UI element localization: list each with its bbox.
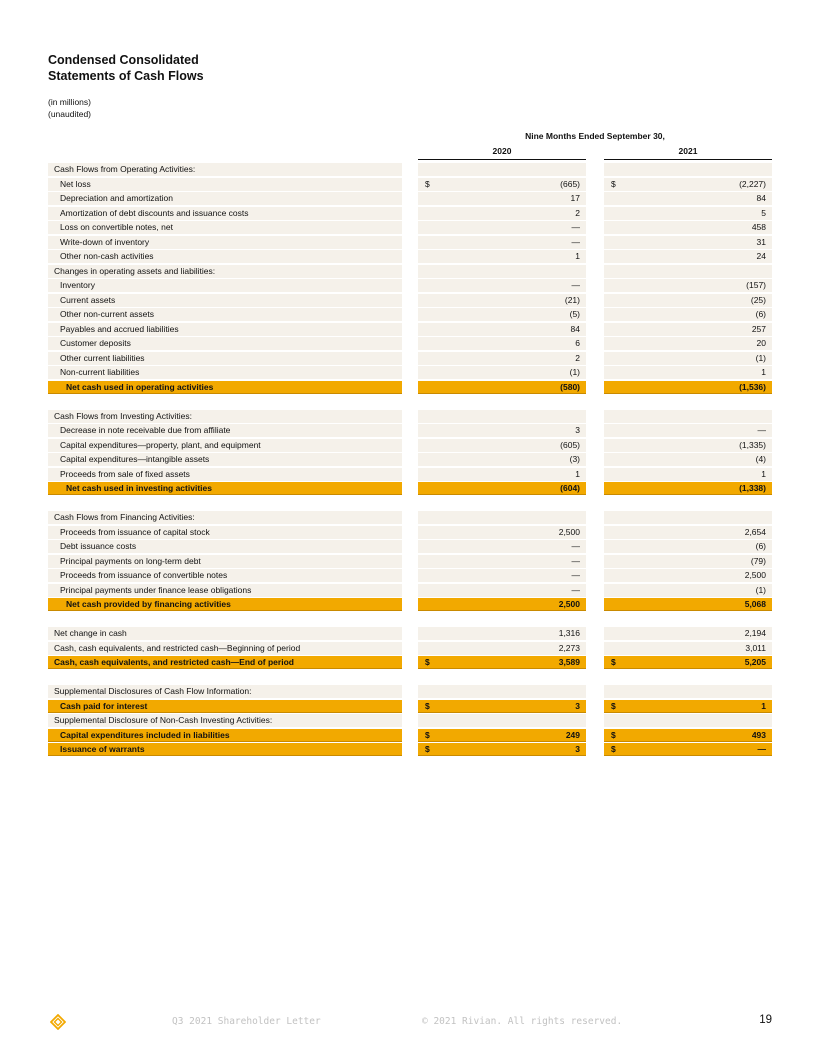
value-2021: (1,335): [739, 439, 766, 450]
column-header-2021: 2021: [604, 146, 772, 160]
row-label: Principal payments on long-term debt: [48, 555, 402, 568]
currency-symbol: $: [425, 729, 430, 740]
value-2021-cell: [604, 468, 772, 481]
value-2020: 2,273: [558, 642, 580, 653]
currency-symbol: $: [611, 178, 616, 189]
currency-symbol: $: [425, 700, 430, 711]
table-row: [0, 540, 820, 555]
value-2020-cell: [418, 584, 586, 597]
value-2021-cell: [604, 642, 772, 655]
row-label: Net cash used in investing activities: [48, 482, 402, 495]
value-2020-cell: [418, 294, 586, 307]
table-row: [0, 250, 820, 265]
row-label: Non-current liabilities: [48, 366, 402, 379]
period-header: Nine Months Ended September 30,: [525, 131, 665, 141]
table-total-row: [0, 598, 820, 613]
row-label: Capital expenditures—property, plant, and equipment: [48, 439, 402, 452]
row-label: Depreciation and amortization: [48, 192, 402, 205]
value-2021-cell: [604, 337, 772, 350]
value-2020: (1): [569, 367, 580, 377]
table-row: [0, 192, 820, 207]
row-label: Issuance of warrants: [48, 743, 402, 756]
row-label: Other non-current assets: [48, 308, 402, 321]
table-total-row: [0, 700, 820, 715]
units-note: (in millions): [48, 97, 91, 107]
value-2020: (21): [564, 294, 580, 305]
table-row: [0, 714, 820, 729]
value-2020-cell: [418, 178, 586, 191]
value-2021: (79): [750, 555, 766, 566]
value-2020: (665): [560, 178, 580, 189]
value-2020-cell: [418, 627, 586, 640]
table-row: [0, 279, 820, 294]
value-2020: 3,589: [558, 657, 580, 667]
table-row: [0, 424, 820, 439]
value-2020-cell: [418, 410, 586, 423]
value-2021: 31: [756, 236, 766, 247]
table-row: [0, 236, 820, 251]
value-2020: (604): [560, 483, 580, 493]
value-2021: 458: [751, 222, 766, 232]
table-row: [0, 178, 820, 193]
currency-symbol: $: [611, 744, 616, 754]
currency-symbol: $: [425, 178, 430, 189]
value-2021-cell: [604, 714, 772, 727]
value-2021: 1: [761, 700, 766, 711]
value-2020: 2: [575, 207, 580, 218]
value-2021-cell: [604, 221, 772, 234]
value-2020-cell: [418, 468, 586, 481]
value-2020-cell: [418, 279, 586, 292]
page-title-line-1: Condensed Consolidated: [48, 53, 199, 67]
value-2021-cell: [604, 453, 772, 466]
value-2021-cell: [604, 424, 772, 437]
value-2021: 493: [751, 729, 766, 740]
page-footer: [0, 1014, 820, 1030]
value-2020: 17: [570, 193, 580, 203]
value-2021: (157): [746, 280, 766, 290]
row-label: Capital expenditures included in liabilities: [48, 729, 402, 742]
value-2020-cell: [418, 743, 586, 756]
value-2020: 3: [575, 744, 580, 754]
value-2021-cell: [604, 743, 772, 756]
value-2020-cell: [418, 729, 586, 742]
row-label: Changes in operating assets and liabilities:: [48, 265, 402, 278]
table-row: [0, 366, 820, 381]
value-2021-cell: [604, 294, 772, 307]
value-2021-cell: [604, 656, 772, 669]
page-number: 19: [759, 1014, 772, 1026]
value-2021-cell: [604, 308, 772, 321]
row-label: Payables and accrued liabilities: [48, 323, 402, 336]
value-2020-cell: [418, 526, 586, 539]
value-2020: 2,500: [558, 599, 580, 609]
value-2020-cell: [418, 337, 586, 350]
value-2021: (25): [750, 294, 766, 305]
row-label: Proceeds from issuance of capital stock: [48, 526, 402, 539]
row-label: Capital expenditures—intangible assets: [48, 453, 402, 466]
row-label: Write-down of inventory: [48, 236, 402, 249]
value-2021: (4): [755, 454, 766, 464]
value-2020: 84: [570, 323, 580, 334]
rivian-diamond-logo-icon: [50, 1014, 66, 1030]
table-spacer: [0, 613, 820, 628]
table-total-row: [0, 656, 820, 671]
footer-document-name: Q3 2021 Shareholder Letter: [172, 1016, 321, 1027]
value-2021-cell: [604, 192, 772, 205]
value-2020-cell: [418, 308, 586, 321]
value-2021: 3,011: [745, 642, 766, 653]
row-label: Proceeds from issuance of convertible notes: [48, 569, 402, 582]
value-2021-cell: [604, 598, 772, 611]
value-2021-cell: [604, 685, 772, 698]
cash-flow-table: [0, 163, 820, 758]
table-row: [0, 453, 820, 468]
row-label: Supplemental Disclosures of Cash Flow Information:: [48, 685, 402, 698]
value-2020: (580): [560, 381, 580, 392]
row-label: Cash Flows from Financing Activities:: [48, 511, 402, 524]
row-label: Debt issuance costs: [48, 540, 402, 553]
page-title-line-2: Statements of Cash Flows: [48, 69, 204, 83]
row-label: Decrease in note receivable due from affiliate: [48, 424, 402, 437]
table-row: [0, 323, 820, 338]
value-2020-cell: [418, 714, 586, 727]
value-2021: 2,194: [744, 628, 766, 638]
value-2021: (1): [755, 584, 766, 595]
value-2021-cell: [604, 279, 772, 292]
row-label: Cash Flows from Investing Activities:: [48, 410, 402, 423]
table-row: [0, 685, 820, 700]
row-label: Net change in cash: [48, 627, 402, 640]
page-title: [48, 52, 204, 84]
currency-symbol: $: [611, 657, 616, 667]
value-2021: 5,068: [744, 599, 766, 609]
value-2021-cell: [604, 323, 772, 336]
table-total-row: [0, 381, 820, 396]
value-2020-cell: [418, 540, 586, 553]
value-2020: —: [571, 236, 580, 247]
value-2020-cell: [418, 352, 586, 365]
value-2021-cell: [604, 569, 772, 582]
table-row: [0, 569, 820, 584]
value-2021-cell: [604, 482, 772, 495]
value-2020-cell: [418, 656, 586, 669]
table-section-header: [0, 163, 820, 178]
value-2020-cell: [418, 381, 586, 394]
value-2020-cell: [418, 482, 586, 495]
table-row: [0, 555, 820, 570]
table-section-header: [0, 265, 820, 280]
row-label: Proceeds from sale of fixed assets: [48, 468, 402, 481]
value-2021-cell: [604, 540, 772, 553]
value-2021: (6): [755, 541, 766, 551]
row-label: Amortization of debt discounts and issuance costs: [48, 207, 402, 220]
audit-note: (unaudited): [48, 109, 92, 119]
value-2020-cell: [418, 555, 586, 568]
row-label: Net cash provided by financing activities: [48, 598, 402, 611]
value-2020-cell: [418, 685, 586, 698]
value-2021: 20: [756, 338, 766, 348]
table-row: [0, 352, 820, 367]
value-2021: 2,500: [744, 570, 766, 580]
table-row: [0, 221, 820, 236]
value-2021-cell: [604, 352, 772, 365]
value-2020: (5): [569, 309, 580, 319]
value-2020-cell: [418, 453, 586, 466]
value-2020: —: [571, 222, 580, 232]
value-2021: (2,227): [739, 178, 766, 189]
value-2020-cell: [418, 163, 586, 176]
table-row: [0, 526, 820, 541]
value-2020-cell: [418, 221, 586, 234]
row-label: Current assets: [48, 294, 402, 307]
table-row: [0, 642, 820, 657]
table-total-row: [0, 743, 820, 758]
table-spacer: [0, 395, 820, 410]
row-label: Cash paid for interest: [48, 700, 402, 713]
row-label: Cash, cash equivalents, and restricted cash—End of period: [48, 656, 402, 669]
table-total-row: [0, 482, 820, 497]
value-2020-cell: [418, 598, 586, 611]
value-2021: —: [757, 744, 766, 754]
value-2020-cell: [418, 323, 586, 336]
value-2021-cell: [604, 410, 772, 423]
value-2020: —: [571, 555, 580, 566]
value-2020: 1: [575, 468, 580, 479]
value-2021: (1,536): [739, 381, 766, 392]
value-2020: 1,316: [558, 628, 580, 638]
currency-symbol: $: [611, 700, 616, 711]
table-section-header: [0, 410, 820, 425]
currency-symbol: $: [425, 657, 430, 667]
value-2021-cell: [604, 439, 772, 452]
value-2020: (605): [560, 439, 580, 450]
value-2020: 1: [575, 251, 580, 261]
value-2020: 2,500: [558, 526, 580, 537]
value-2021: (6): [755, 309, 766, 319]
value-2021: 2,654: [744, 526, 766, 537]
currency-symbol: $: [425, 744, 430, 754]
row-label: Other non-cash activities: [48, 250, 402, 263]
value-2021-cell: [604, 236, 772, 249]
row-label: Inventory: [48, 279, 402, 292]
table-meta: [48, 96, 91, 120]
table-spacer: [0, 497, 820, 512]
row-label: Principal payments under finance lease obligations: [48, 584, 402, 597]
table-row: [0, 584, 820, 599]
table-row: [0, 308, 820, 323]
row-label: Loss on convertible notes, net: [48, 221, 402, 234]
value-2020-cell: [418, 192, 586, 205]
value-2020-cell: [418, 569, 586, 582]
table-section-header: [0, 511, 820, 526]
value-2021: —: [757, 425, 766, 435]
row-label: Other current liabilities: [48, 352, 402, 365]
row-label: Cash, cash equivalents, and restricted cash—Beginning of period: [48, 642, 402, 655]
row-label: Customer deposits: [48, 337, 402, 350]
value-2021: 24: [756, 251, 766, 261]
value-2021: (1): [755, 352, 766, 363]
value-2020-cell: [418, 250, 586, 263]
value-2021-cell: [604, 555, 772, 568]
table-row: [0, 294, 820, 309]
value-2021: 1: [761, 367, 766, 377]
value-2021: 257: [751, 323, 766, 334]
value-2020-cell: [418, 511, 586, 524]
value-2021-cell: [604, 250, 772, 263]
value-2020-cell: [418, 642, 586, 655]
table-total-row: [0, 729, 820, 744]
value-2020: 2: [575, 352, 580, 363]
value-2021: (1,338): [739, 483, 766, 493]
table-row: [0, 627, 820, 642]
footer-copyright: © 2021 Rivian. All rights reserved.: [422, 1016, 623, 1027]
currency-symbol: $: [611, 729, 616, 740]
value-2020: 3: [575, 700, 580, 711]
value-2020: 3: [575, 425, 580, 435]
value-2020-cell: [418, 424, 586, 437]
value-2021-cell: [604, 729, 772, 742]
value-2021-cell: [604, 163, 772, 176]
value-2020-cell: [418, 236, 586, 249]
row-label: Net loss: [48, 178, 402, 191]
value-2021-cell: [604, 627, 772, 640]
value-2020: 6: [575, 338, 580, 348]
value-2021: 1: [761, 468, 766, 479]
value-2020: (3): [569, 454, 580, 464]
value-2020: —: [571, 570, 580, 580]
value-2021-cell: [604, 381, 772, 394]
value-2020: —: [571, 584, 580, 595]
row-label: Supplemental Disclosure of Non-Cash Investing Activities:: [48, 714, 402, 727]
table-row: [0, 439, 820, 454]
value-2020: 249: [565, 729, 580, 740]
value-2020-cell: [418, 366, 586, 379]
value-2020: —: [571, 541, 580, 551]
value-2020-cell: [418, 265, 586, 278]
table-spacer: [0, 671, 820, 686]
value-2021-cell: [604, 700, 772, 713]
value-2021-cell: [604, 178, 772, 191]
value-2021: 5,205: [744, 657, 766, 667]
value-2021-cell: [604, 511, 772, 524]
row-label: Net cash used in operating activities: [48, 381, 402, 394]
row-label: Cash Flows from Operating Activities:: [48, 163, 402, 176]
value-2020-cell: [418, 207, 586, 220]
value-2020: —: [571, 280, 580, 290]
table-row: [0, 337, 820, 352]
value-2021-cell: [604, 207, 772, 220]
value-2020-cell: [418, 439, 586, 452]
value-2020-cell: [418, 700, 586, 713]
value-2021-cell: [604, 366, 772, 379]
column-header-2020: 2020: [418, 146, 586, 160]
table-row: [0, 207, 820, 222]
value-2021-cell: [604, 584, 772, 597]
value-2021: 5: [761, 207, 766, 218]
table-row: [0, 468, 820, 483]
value-2021: 84: [756, 193, 766, 203]
value-2021-cell: [604, 526, 772, 539]
value-2021-cell: [604, 265, 772, 278]
